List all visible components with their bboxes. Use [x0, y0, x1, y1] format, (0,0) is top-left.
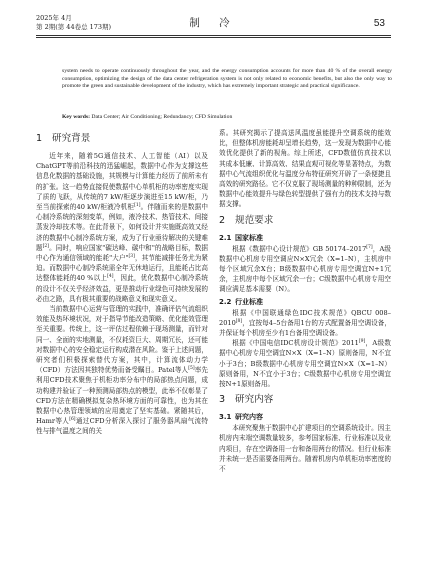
- subsection-heading: [219, 233, 391, 243]
- citation: [5]: [188, 366, 195, 372]
- paragraph: 根据《中国电信IDC机房设计规范》2011[9]，A级数据中心机房专用空调宜N×X（X=1–N）原则备用，N不宜小于3台；B级数据中心机房专用空调宜N×X（X=1–N）原则备用，N不宜小于3台；C级数据中心机房专用空调宜按N+1原则备用。: [219, 339, 391, 389]
- section-number: 3: [219, 394, 226, 406]
- subsection-number: 3.1: [219, 413, 232, 422]
- section-title: 研究背景: [52, 133, 91, 144]
- subsection-heading: [219, 412, 391, 422]
- page-header: [0, 0, 427, 40]
- page-number: 53: [373, 18, 385, 29]
- keywords-label: Key words:: [62, 114, 90, 120]
- section-number: 1: [36, 133, 43, 144]
- citation: [7]: [366, 244, 373, 250]
- citation: [9]: [358, 339, 366, 345]
- left-column: [36, 128, 208, 437]
- section-title: 研究内容: [235, 394, 274, 406]
- section-number: 2: [219, 214, 226, 226]
- citation: [3]: [128, 253, 135, 259]
- header-rule-thin: [36, 37, 391, 38]
- paragraph: 近年来，随着5G通信技术、人工智能（AI）以及ChatGPT等前沿科技的迅猛崛起，数据中心作为支撑这些信息化数据的基础设施，其规模与计算能力经历了前所未有的扩张。这一趋势直接促使数据中心单机柜的功率密度实现了质的飞跃，从传统的7 kW/柜逐步演进至15 kW/柜，乃至当前探索的40 kW/柜液冷机柜[1]。伴随而来的是数据中心制冷系统的深刻变革，例如，液冷技术、热管技术、间接蒸发冷却技术等。在此背景下，如何设计并实施既高效又经济的数据中心制冷系统方案，成为了行业亟待解决的关键难题[2]。同时，响应国家"碳达峰、碳中和"的战略目标，数据中心作为通信领域的能耗"大户"[3]，其节能减排任务尤为紧迫。而数据中心制冷系统需全年无休地运行，且能耗占比高达整体能耗的40 %以上[4]，因此，优化数据中心制冷系统的设计不仅关乎经济效益，更是推动行业绿色可持续发展的必由之路，具有极其重要的战略意义和现实意义。: [36, 152, 209, 303]
- header-issue: 第 2期(第 44卷总 173期): [36, 23, 112, 31]
- section-heading: [219, 214, 391, 227]
- paragraph: 根据《数据中心设计规范》GB 50174–2017[7]，A级数据中心机房专用空调应N×X冗余（X=1–N），主机房中每个区域冗余X台；B级数据中心机房专用空调宜N+1冗余，主机房中每个区域冗余一台；C级数据中心机房专用空调应满足基本需要（N）。: [219, 244, 391, 294]
- citation: [4]: [107, 274, 114, 280]
- header-rule: [36, 35, 391, 36]
- paragraph: 当前数据中心运营与管理的实践中，准确评估气流组织效能及热环境状况，对于指导节能改造策略、优化能效管理至关重要。传统上，这一评估过程依赖于现场测量，而针对同一、全面的实地测量，不仅耗资巨大、周期冗长，还可能对数据中心的安全稳定运行构成潜在风险。鉴于上述问题，研究者们积极探索替代方案，其中，计算流体动力学（CFD）方法因其独特优势而备受瞩目。Patel等人[5]率先利用CFD技术聚焦于机柜功率分布中的局部热点问题，成功构建并验证了一种预测局部热点的模型，此举不仅彰显了CFD方法在精确模拟复杂热环境方面的可靠性，也为其在数据中心热管理领域的应用奠定了坚实基础。紧随其后，Hamr等人[6]通过CFD分析深入探讨了服务器风扇气流特性与排气温度之间的关: [36, 305, 209, 436]
- section-heading: [219, 393, 391, 406]
- citation: [8]: [235, 318, 243, 324]
- right-column: [219, 128, 391, 474]
- subsection-number: 2.1: [219, 233, 232, 242]
- section-heading: [36, 132, 208, 145]
- subsection-number: 2.2: [219, 297, 232, 306]
- paragraph: 系。其研究揭示了提高送风温度虽能提升空调系统的能效比，但整体机房能耗却呈增长趋势，这一发现为数据中心能效优化提供了新的视角。综上所述，CFD数值仿真技术以其成本低廉、计算高效、结果直观可视化等显著特点，为数据中心气流组织优化与温度分布特征研究开辟了一条便捷且高效的研究路径。它不仅克服了现场测量的种种限制，还为数据中心能效提升与绿色转型提供了强有力的技术支持与数据支撑。: [219, 129, 391, 209]
- keywords-text: Data Center; Air Conditioning; Redundancy; CFD Simulation: [91, 114, 233, 120]
- subsection-title: 研究内容: [235, 413, 263, 422]
- paragraph: 根据《中国联通绿色IDC技术规范》QBCU 008–2010[8]，宜按每4–5台备用1台的方式配置备用空调设备，并保证每个机房至少有1台备用空调设备。: [219, 308, 391, 338]
- section-title: 规范要求: [235, 214, 274, 226]
- citation: [6]: [69, 417, 76, 423]
- citation: [1]: [134, 202, 141, 208]
- journal-title: 制 冷: [189, 17, 238, 29]
- paragraph: 本研究聚焦于数据中心扩建项目的空调系统设计。因主机房内末端空调数量较多，参考国家标准、行业标准以及业内项目，存在空调备用一台和备用两台的情况。但行业标准并未统一是否需要备用两台。随着机房内单机柜功率密度的不: [219, 424, 391, 474]
- abstract-text: system needs to operate continuously throughout the year, and the energy consumption accounts for more than 40 % of the overall energy consumption, optimizing the design of the data center refrigeration system is not only related to economic benefits, but also the only way to promote the green and sustainable development of the industry, which has extremely important strategic and practical significance.: [62, 68, 392, 90]
- subsection-heading: [219, 297, 391, 307]
- citation: [2]: [42, 243, 50, 249]
- header-date: 2025年 4月: [36, 14, 72, 22]
- subsection-title: 国家标准: [235, 233, 263, 242]
- subsection-title: 行业标准: [235, 297, 263, 306]
- abstract-continuation: [62, 68, 392, 91]
- keywords-line: [62, 114, 392, 122]
